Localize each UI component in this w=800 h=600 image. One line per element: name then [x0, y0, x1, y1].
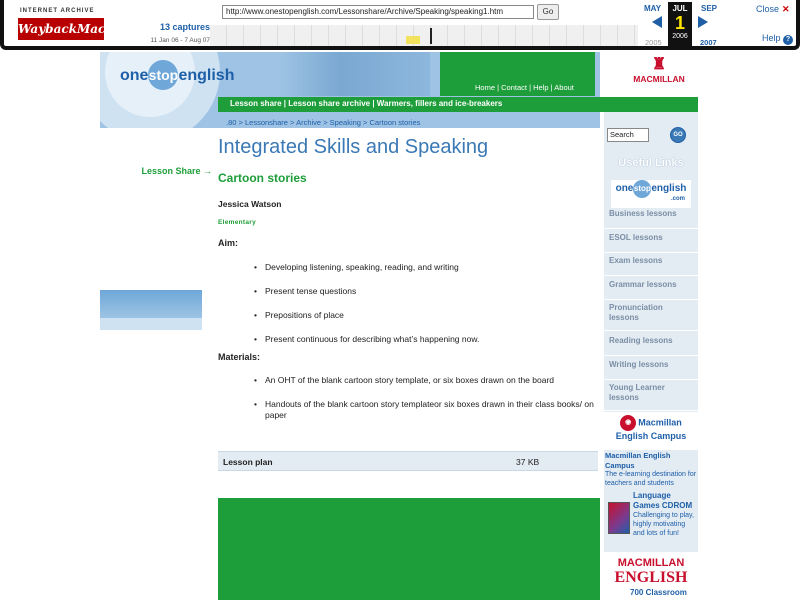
top-navigation: Home | Contact | Help | About	[475, 83, 574, 92]
help-label: Help	[762, 33, 781, 43]
topnav-contact[interactable]: Contact	[501, 83, 527, 92]
left-decorative-band-light	[100, 318, 202, 330]
campus-logo[interactable]	[608, 415, 694, 441]
cdrom-title[interactable]: Language Games CDROM	[633, 491, 693, 510]
url-input[interactable]: http://www.onestopenglish.com/Lessonshare/Archive/Speaking/speaking1.htm	[222, 5, 534, 19]
list-item: • Prepositions of place	[254, 310, 594, 321]
list-item: • Present tense questions	[254, 286, 594, 297]
lesson-plan-link[interactable]: Lesson plan	[223, 457, 273, 467]
close-toolbar-button[interactable]	[756, 4, 790, 15]
macmillan-logo[interactable]	[622, 56, 696, 94]
breadcrumb: .80 > Lessonshare > Archive > Speaking > Cartoon stories	[226, 118, 421, 127]
aim-heading: Aim:	[218, 238, 238, 248]
topnav-about[interactable]: About	[554, 83, 574, 92]
next-capture-arrow-icon[interactable]	[698, 16, 708, 28]
wayback-logo[interactable]	[16, 6, 135, 42]
useful-links-heading: Useful Links	[618, 157, 684, 169]
logo-english: english	[178, 67, 235, 84]
search-go-button[interactable]: GO	[670, 127, 686, 143]
close-icon: ✕	[782, 4, 790, 14]
wayback-logo-main: WaybackMachine	[18, 18, 104, 40]
current-month: JUL	[672, 4, 688, 13]
sidebar-link-writing[interactable]: Writing lessons	[604, 360, 698, 380]
aims-list	[254, 262, 594, 358]
campus-logo-text: Macmillan English Campus	[615, 417, 687, 441]
page-title: Integrated Skills and Speaking	[218, 136, 489, 158]
section-link-archive[interactable]: Lesson share archive	[288, 99, 371, 108]
help-button[interactable]	[762, 33, 793, 45]
list-item: • An OHT of the blank cartoon story template, or six boxes drawn on the board	[254, 375, 594, 386]
capture-timeline[interactable]	[210, 25, 638, 46]
onestopenglish-com-logo[interactable]	[611, 180, 691, 208]
left-nav-lesson-share[interactable]	[100, 166, 212, 176]
breadcrumb-item[interactable]: Speaking	[329, 118, 361, 127]
macmillan-wordmark: MACMILLAN	[633, 74, 685, 84]
materials-heading: Materials:	[218, 352, 261, 362]
capture-date-range: 11 Jan 06 - 7 Aug 07	[150, 37, 210, 44]
current-day: 1	[674, 13, 685, 33]
arrow-right-icon: →	[203, 166, 212, 176]
topnav-home[interactable]: Home	[475, 83, 496, 92]
cdrom-description: Challenging to play, highly motivating and lots of fun!	[633, 512, 694, 537]
next-month-link[interactable]: SEP	[701, 4, 718, 13]
header-photo	[280, 52, 430, 96]
close-label: Close	[756, 4, 780, 14]
list-item: • Developing listening, speaking, reading, and writing	[254, 262, 594, 273]
sidebar-link-young-learner[interactable]: Young Learner lessons	[604, 383, 698, 411]
go-button[interactable]: Go	[537, 4, 559, 20]
sidebar-link-esol[interactable]: ESOL lessons	[604, 233, 698, 253]
sidebar-link-business[interactable]: Business lessons	[604, 209, 698, 229]
logo-stop: stop	[633, 180, 651, 198]
captures-link[interactable]: 13 captures	[159, 22, 210, 32]
breadcrumb-item[interactable]: Archive	[296, 118, 322, 127]
content-green-block	[218, 498, 600, 600]
sidebar-link-reading[interactable]: Reading lessons	[604, 336, 698, 356]
list-item: • Present continuous for describing what’s happening now.	[254, 334, 594, 345]
section-link-warmers[interactable]: Warmers, fillers and ice-breakers	[376, 99, 503, 108]
campus-title[interactable]: Macmillan English Campus	[605, 451, 671, 470]
macmillan-english-top: MACMILLAN	[617, 557, 685, 569]
cdrom-cover-image[interactable]	[608, 502, 630, 534]
lesson-plan-size: 37 KB	[516, 457, 540, 467]
author-name: Jessica Watson	[218, 199, 282, 209]
logo-com: .com	[670, 196, 685, 202]
sidebar-link-pronunciation[interactable]: Pronunciation lessons	[604, 303, 698, 331]
logo-one: one	[120, 67, 149, 84]
prev-year-label: 2005	[645, 38, 662, 47]
page-subtitle: Cartoon stories	[218, 171, 307, 185]
breadcrumb-item[interactable]: Cartoon stories	[369, 118, 421, 127]
next-year-link[interactable]: 2007	[700, 38, 717, 47]
macmillan-english-main: ENGLISH	[614, 569, 688, 586]
section-nav-bar: Lesson share | Lesson share archive | Warmers, fillers and ice-breakers	[218, 97, 698, 112]
materials-list	[254, 375, 594, 434]
campus-description: The e-learning destination for teachers and students	[605, 471, 697, 487]
campus-mark-icon: ◉	[620, 415, 636, 431]
help-icon: ?	[783, 35, 793, 45]
search-input[interactable]: Search	[607, 128, 649, 142]
macmillan-mark-icon: ♜	[651, 56, 667, 73]
left-decorative-band	[100, 290, 202, 318]
breadcrumb-item[interactable]: Lessonshare	[245, 118, 288, 127]
wayback-logo-top: INTERNET ARCHIVE	[20, 8, 95, 14]
timeline-current-marker	[430, 28, 432, 44]
sidebar-link-grammar[interactable]: Grammar lessons	[604, 280, 698, 300]
lesson-plan-row[interactable]	[218, 451, 598, 471]
timeline-sparkline	[406, 36, 420, 44]
current-year: 2006	[672, 33, 688, 40]
level-label: Elementary	[218, 219, 257, 226]
sidebar-link-exam[interactable]: Exam lessons	[604, 256, 698, 276]
classroom-link[interactable]: 700 Classroom	[630, 588, 687, 597]
current-capture-day	[668, 2, 692, 46]
prev-month-link[interactable]: MAY	[644, 4, 662, 13]
wayback-toolbar	[0, 0, 800, 50]
left-nav-label: Lesson Share	[141, 166, 201, 176]
logo-one: one	[615, 183, 634, 194]
logo-english: english	[651, 183, 687, 194]
logo-stop: stop	[148, 60, 178, 90]
onestopenglish-logo[interactable]	[120, 60, 234, 90]
list-item: • Handouts of the blank cartoon story templateor six boxes drawn in their class books/ on paper	[254, 399, 594, 421]
breadcrumb-item[interactable]: .80	[226, 118, 237, 127]
section-link-lesson-share[interactable]: Lesson share	[230, 99, 282, 108]
topnav-help[interactable]: Help	[533, 83, 549, 92]
prev-capture-arrow-icon[interactable]	[652, 16, 662, 28]
